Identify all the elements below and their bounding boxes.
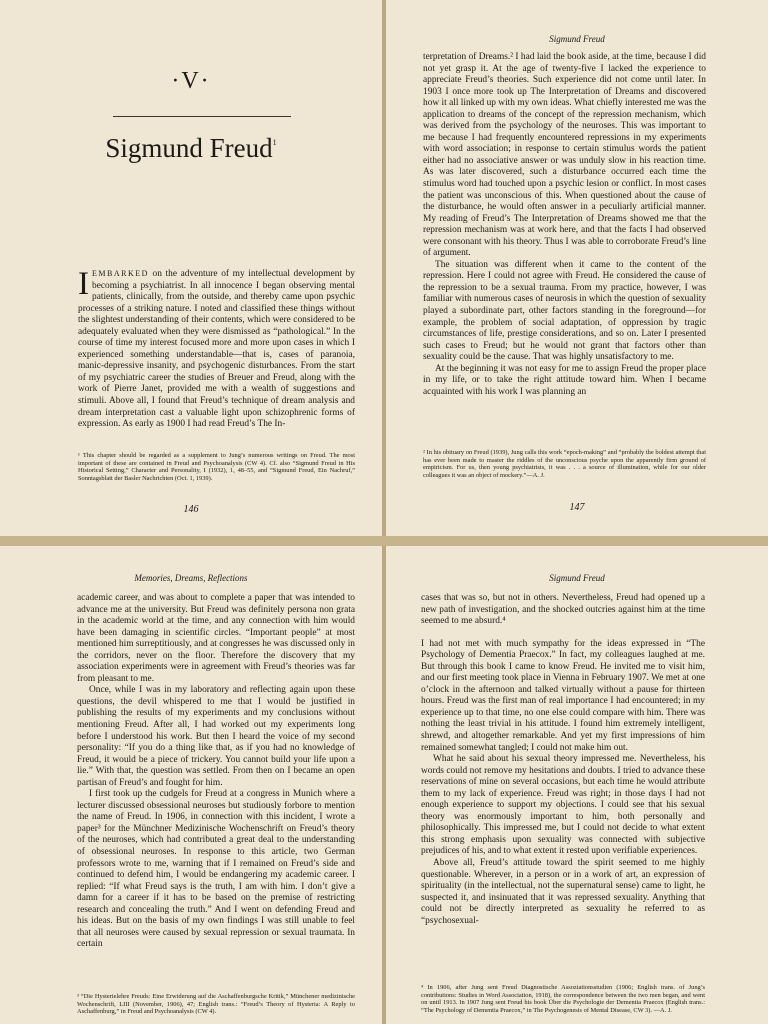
paragraph: Once, while I was in my laboratory and reflecting again upon these questions, the devil whispered to me that I would be justified in publishing the results of my experiments and my conclusions without mentioning Freud. After all, I had worked out my experiments long before I understood his work. But then I heard the voice of my second personality: “If you do a thing like that, as if you had no knowledge of Freud, it would be a piece of trickery. You cannot build your life upon a lie.” With that, the question was settled. From then on I became an open partisan of Freud’s and fought for him. [77,685,355,788]
paragraph: At the beginning it was not easy for me to assign Freud the proper place in my life, or to take the right attitude toward him. When I became acquainted with his work I was planning an [423,363,706,397]
footnote [77,993,355,1016]
page-number: 147 [569,502,585,513]
paragraph: academic career, and was about to complete a paper that was intended to advance me at the university. But Freud was definitely persona non grata in the academic world at the time, and any connection with him would have been damaging in scientific circles. “Important people” at most mentioned him surreptitiously, and at congresses he was discussed only in the corridors, never on the floor. Therefore the discovery that my association experiments were in agreement with Freud’s theories was far from pleasant to me. [77,593,355,684]
page-146-body [78,268,355,431]
paragraph: terpretation of Dreams.² I had laid the book aside, at the time, because I did not yet grasp it. At the age of twenty-five I lacked the experience to appreciate Freud’s theories. Such experience did not come until later. In 1903 I once more took up The Interpretation of Dreams and discovered how it all linked up with my own ideas. What chiefly interested me was the application to dreams of the concept of the repression mechanism, which was derived from the psychology of the neuroses. This was important to me because I had frequently encountered repressions in my experiments with word association; in response to certain stimulus words the patient either had no associative answer or was unduly slow in his reaction time. As was later discovered, such a disturbance occurred each time the stimulus word had touched upon a psychic lesion or conflict. In most cases the patient was unconscious of this. When questioned about the cause of the disturbance, he would often answer in a peculiarly artificial manner. My reading of Freud’s The Interpretation of Dreams showed me that the repression mechanism was at work here, and that the facts I had observed were consonant with his theory. Thus I was able to corroborate Freud’s line of argument. [423,52,706,259]
spread-divider [0,536,768,546]
page-147-body [423,52,706,398]
title-note-mark: 1 [272,138,277,147]
page-number: 146 [183,504,199,515]
paragraph: The situation was different when it came to the content of the repression. Here I could not agree with Freud. He considered the cause of the repression to be a sexual trauma. From my practice, however, I was familiar with numerous cases of neurosis in which the question of sexuality played a subordinate part, other factors standing in the foreground—for example, the problem of social adaptation, of oppression by tragic circumstances of life, prestige considerations, and so on. Later I presented such cases to Freud; but he would not grant that factors other than sexuality could be the cause. That was highly unsatisfactory to me. [423,259,707,363]
paragraph: Above all, Freud’s attitude toward the spirit seemed to me highly questionable. Wherever, in a person or in a work of art, an expression of spirituality (in the intellectual, not the supernatural sense) came to light, he suspected it, and insinuated that it was repressed sexuality. Anything that could not be directly interpreted as sexuality he referred to as “psychosexual- [421,858,705,926]
page-148-body [77,593,355,951]
chapter-title [0,133,382,164]
page-149-body [421,593,705,927]
page-147 [386,0,768,536]
page-148 [0,546,382,1024]
footnote-text: ³ “Die Hysterielehre Freuds: Eine Erwiderung auf die Aschaffenburgsche Kritik,” Münchener medizinische Wochenschrift, LIII (November, 1906), 47; English trans.: “Freud’s Theory of Hysteria: A Reply to Aschaffenburg,” in Freud and Psychoanalysis (CW 4). [77,993,355,1016]
footnote [78,452,355,482]
footnote-text: ² In his obituary on Freud (1939), Jung calls this work “epoch-making” and “probably the boldest attempt that has ever been made to master the riddles of the unconscious psyche upon the apparently firm ground of empiricism. For us, then young psychiatrists, it was . . . a source of illumination, while for our older colleagues it was an object of mockery.”—A. J. [423,449,706,479]
paragraph: cases that was so, but not in others. Nevertheless, Freud had opened up a new path of investigation, and the shocked outcries against him at the time seemed to me absurd.⁴ [421,593,705,627]
paragraph: What he said about his sexual theory impressed me. Nevertheless, his words could not remove my hesitations and doubts. I tried to advance these reservations of mine on several occasions, but each time he would attribute them to my lack of experience. Freud was right; in those days I had not enough experience to support my objections. I could see that his sexual theory was enormously important to him, both personally and philosophically. This impressed me, but I could not decide to what extent this strong emphasis upon sexuality was connected with subjective prejudices of his, and to what extent it rested upon verifiable experiences. [421,754,705,857]
footnote-text: ¹ This chapter should be regarded as a supplement to Jung’s numerous writings on Freud. The most important of these are contained in Freud and Psychoanalysis (CW 4). Cf. also “Sigmund Freud in His Historical Setting,” Character and Personality, I (1932), 1, 48–55, and “Sigmund Freud, Ein Nachruf,” Sonntagsblatt der Basler Nachrichten (Oct. 1, 1939). [78,452,355,482]
paragraph: I first took up the cudgels for Freud at a congress in Munich where a lecturer discussed obsessional neuroses but studiously forbore to mention the name of Freud. In 1906, in connection with this incident, I wrote a paper³ for the Münchner Medizinische Wochenschrift on Freud’s theory of the neuroses, which had contributed a great deal to the understanding of obsessional neuroses. In response to this article, two German professors wrote to me, warning that if I remained on Freud’s side and continued to defend him, I would be endangering my academic career. I replied: “If what Freud says is the truth, I am with him. I don’t give a damn for a career if it has to be based on the premise of restricting research and concealing the truth.” And I went on defending Freud and his ideas. But on the basis of my own findings I was still unable to feel that all neuroses were caused by sexual repression or sexual traumata. In certain [77,789,355,950]
paragraph-text: on the adventure of my intellectual development by becoming a psychiatrist. In all innocence I began observing mental patients, clinically, from the outside, and thereby came upon psychic processes of a striking nature. I noted and classified these things without the slightest understanding of their contents, which were considered to be adequately evaluated when they were dismissed as “pathological.” In the course of time my interest focused more and more upon cases in which I experienced something understandable—that is, cases of paranoia, manic-depressive insanity, and psychogenic disturbances. From the start of my psychiatric career the studies of Breuer and Freud, along with the work of Pierre Janet, provided me with a wealth of suggestions and stimuli. Above all, I found that Freud’s technique of dream analysis and dream interpretation cast a valuable light upon schizophrenic forms of expression. As early as 1900 I had read Freud’s The In- [78,269,355,430]
footnote [421,984,705,1014]
paragraph: I had not met with much sympathy for the ideas expressed in “The Psychology of Dementia Praecox.” In fact, my colleagues laughed at me. But through this book I came to know Freud. He invited me to visit him, and our first meeting took place in Vienna in February 1907. We met at one o’clock in the afternoon and talked virtually without a pause for thirteen hours. Freud was the first man of real importance I had encountered; in my experience up to that time, no one else could compare with him. There was nothing the least trivial in his attitude. I found him extremely intelligent, shrewd, and altogether remarkable. And yet my first impressions of him remained somewhat tangled; I could not make him out. [421,638,705,753]
page-149 [386,546,768,1024]
section-break [421,628,705,639]
chapter-title-text: Sigmund Freud [105,133,273,163]
running-head: Sigmund Freud [549,573,605,583]
running-head: Memories, Dreams, Reflections [134,573,248,583]
running-head: Sigmund Freud [549,34,605,44]
chapter-rule [113,116,291,117]
chapter-number: ·V· [171,68,211,94]
small-caps-lead: EMBARKED [92,269,149,278]
opening-paragraph [78,268,355,431]
page-146 [0,0,382,536]
drop-cap: I [78,266,89,302]
footnote [423,449,706,479]
footnote-text: ⁴ In 1906, after Jung sent Freud Diagnostische Assoziationsstudien (1906; English trans. of Jung’s contributions: Studies in Word Association, 1918), the correspondence between the two men began, and went on until 1913. In 1907 Jung sent Freud his book Über die Psychologie der Dementia Praecox (English trans.: “The Psychology of Dementia Praecox,” in The Psychogenesis of Mental Disease, CW 3). —A. J. [421,984,705,1014]
